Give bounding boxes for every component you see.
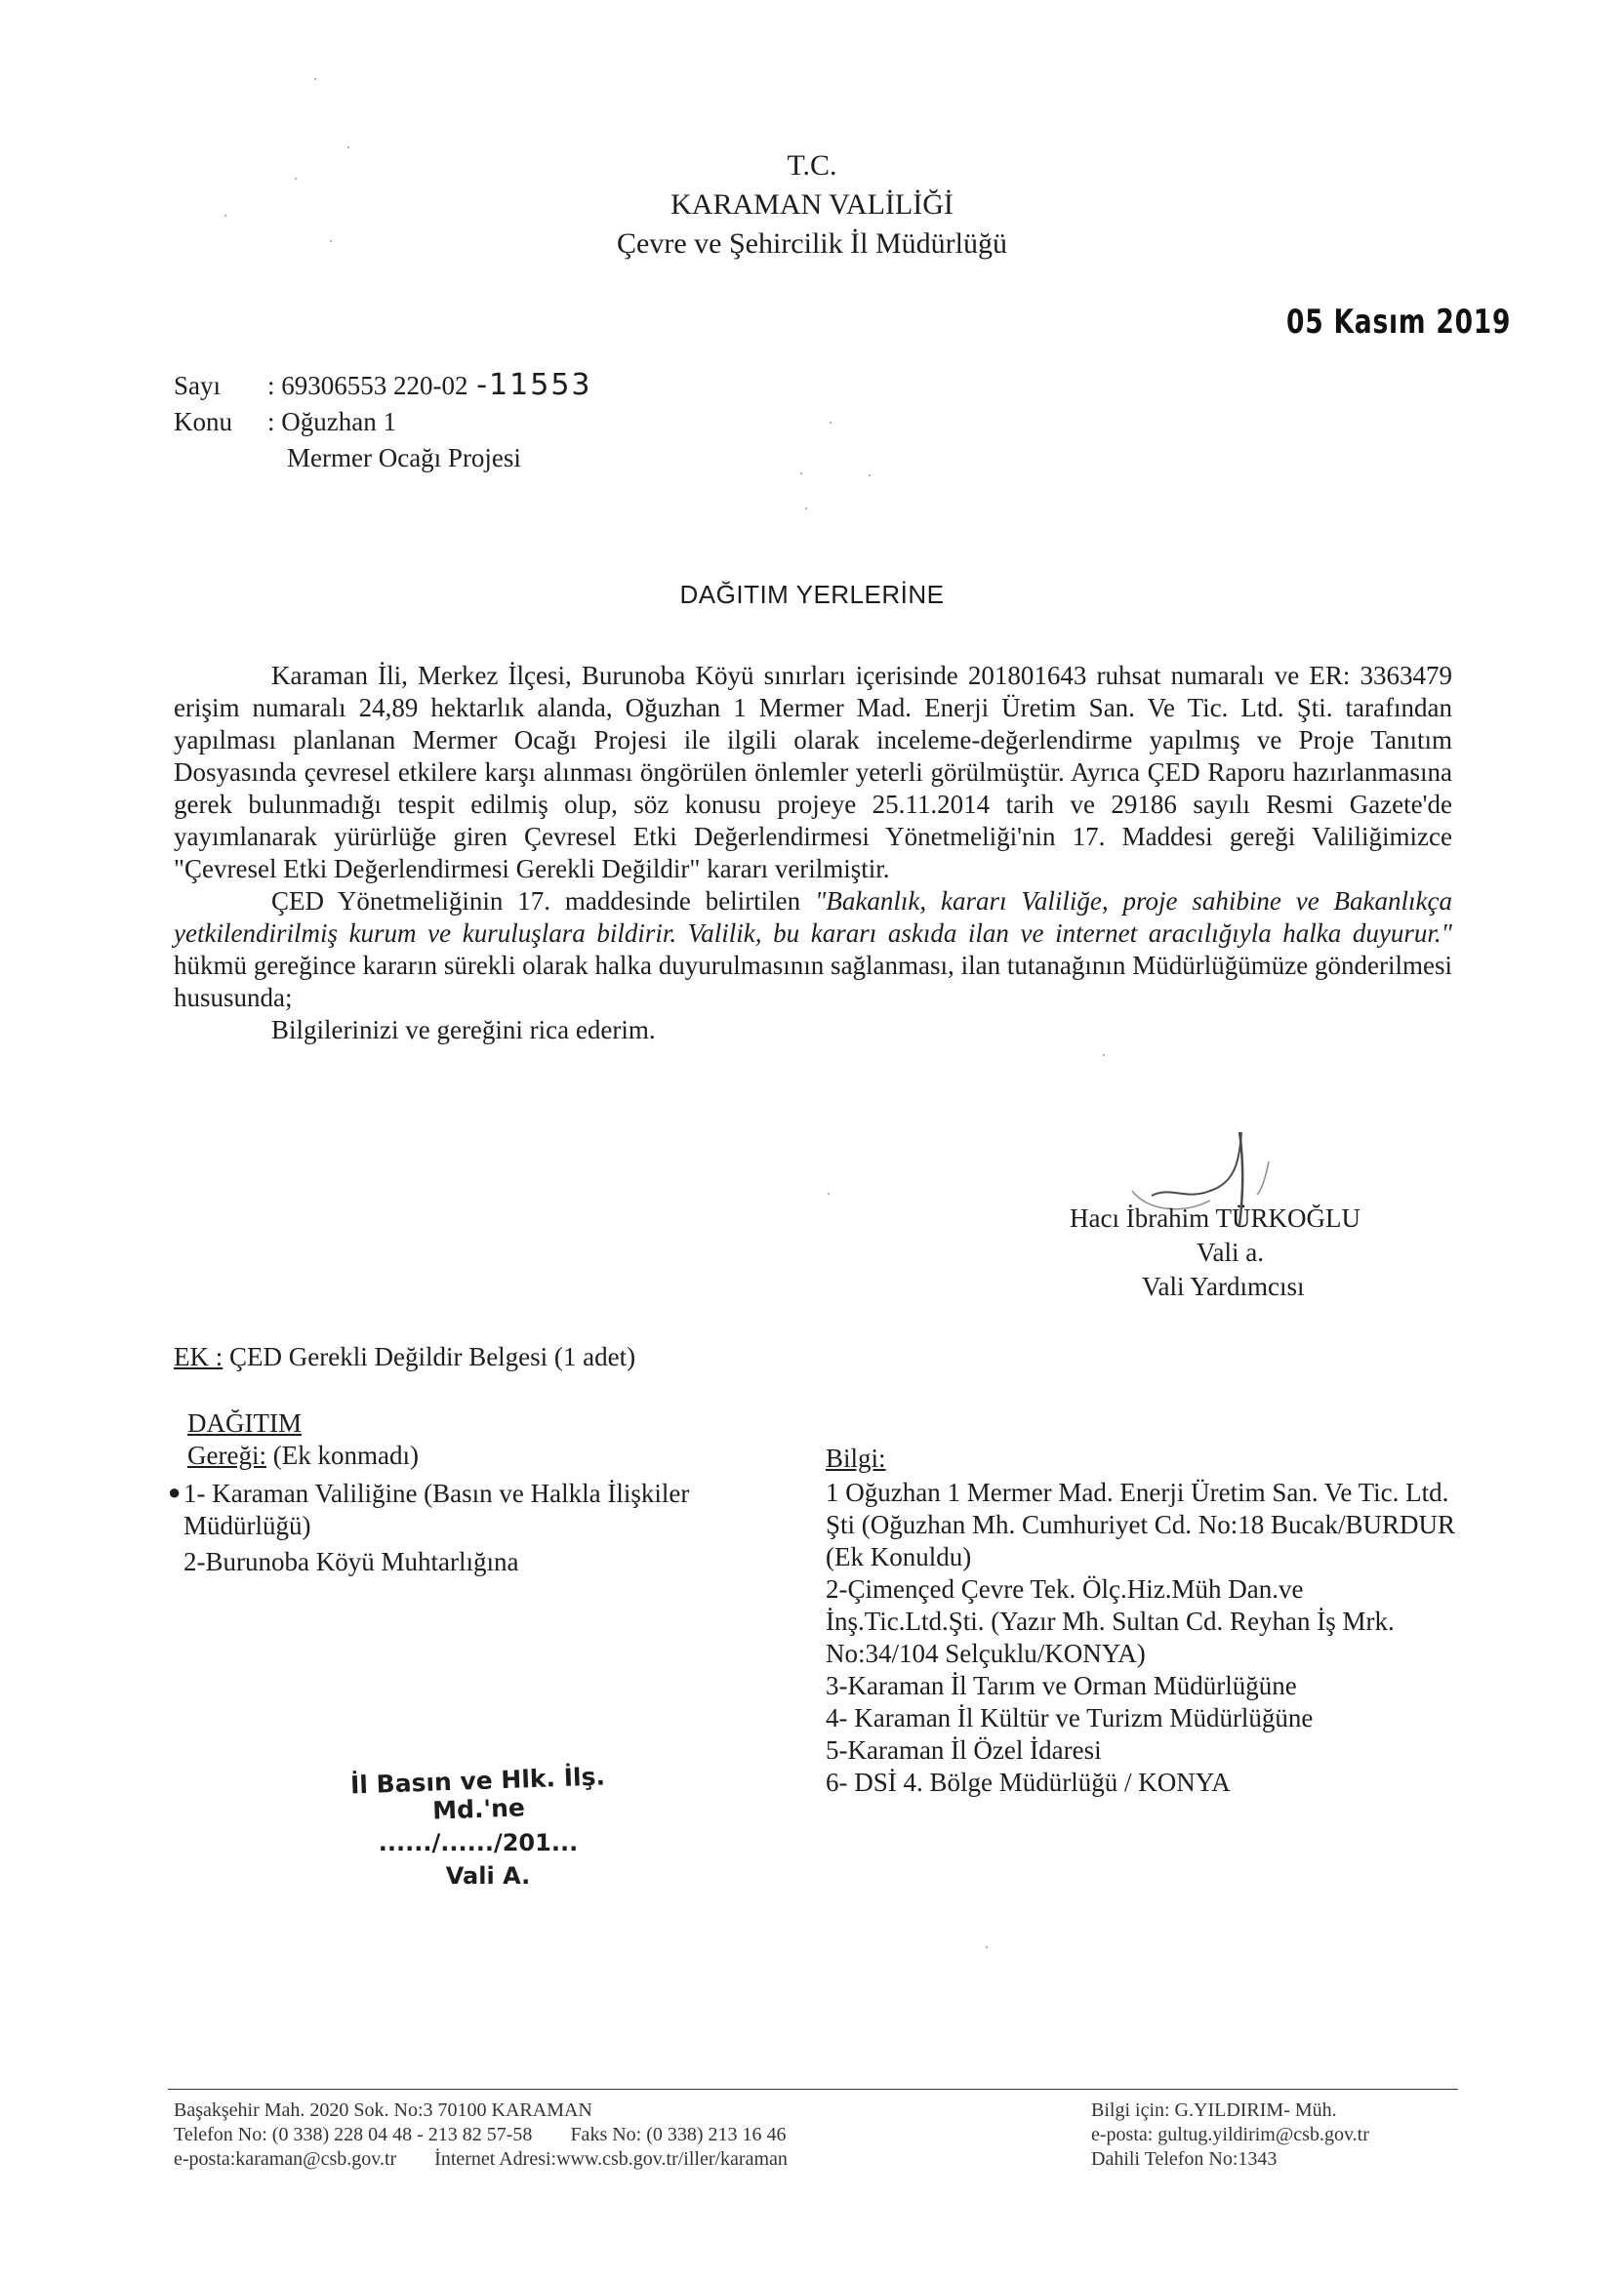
body-paragraph-1: Karaman İli, Merkez İlçesi, Burunoba Köyü sınırları içerisinde 201801643 ruhsat numaralı ve ER: 3363479 erişim numaralı 24,89 hektarlık alanda, Oğuzhan 1 Mermer Mad. Enerji Üretim San. Ve Tic. Ltd. Şti. tarafından yapılması planlanan Mermer Ocağı Projesi ile ilgili olarak inceleme-değerlendirme yapılmış ve Proje Tanıtım Dosyasında çevresel etkilere karşı alınması öngörülen önlemler yeterli görülmüştür. Ayrıca ÇED Raporu hazırlanmasına gerek bulunmadığı tespit edilmiş olup, söz konusu projeye 25.11.2014 tarih ve 29186 sayılı Resmi Gazete'de yayımlanarak yürürlüğe giren Çevresel Etki Değerlendirmesi Yönetmeliği'nin 17. Maddesi gereği Valiliğimizce "Çevresel Etki Değerlendirmesi Gerekli Değildir" kararı verilmiştir. [174,661,1452,883]
gerek-item-2: 2-Burunoba Köyü Muhtarlığına [183,1547,519,1576]
bilgi-item-4: 4- Karaman İl Kültür ve Turizm Müdürlüğüne [826,1703,1314,1732]
gerek-label: Gereği: [187,1441,266,1470]
sayi-handwritten: -11553 [476,368,592,402]
gerek-item-1-text: 1- Karaman Valiliğine (Basın ve Halkla İlişkiler Müdürlüğü) [183,1479,690,1540]
date-stamp: 05 Kasım 2019 [1286,303,1512,342]
body-paragraph-2 [174,885,1452,1014]
bilgi-item-1: 1 Oğuzhan 1 Mermer Mad. Enerji Üretim San. Ve Tic. Ltd. Şti (Oğuzhan Mh. Cumhuriyet Cd. No:18 Bucak/BURDUR (Ek Konuldu) [826,1478,1455,1571]
bilgi-label: Bilgi: [826,1444,886,1473]
signatory-title-2: Vali Yardımcısı [1142,1272,1305,1301]
recipient-heading: DAĞITIM YERLERİNE [679,580,945,609]
paragraph-2-rest: hükmü gereğince kararın sürekli olarak halka duyurulmasının sağlanması, ilan tutanağının Müdürlüğümüze gönderilmesi hususunda; [174,951,1452,1012]
konu-label: Konu [174,407,232,436]
bilgi-item-3: 3-Karaman İl Tarım ve Orman Müdürlüğüne [826,1671,1297,1700]
paragraph-2-intro: ÇED Yönetmeliğinin 17. maddesinde belirtilen [271,886,816,916]
konu-line2: Mermer Ocağı Projesi [287,443,521,472]
gerek-note: (Ek konmadı) [265,1441,419,1470]
attachment-text: ÇED Gerekli Değildir Belgesi (1 adet) [229,1342,636,1371]
regulation-quote: "Bakanlık, kararı Valiliğe, proje sahibine ve Bakanlıkça yetkilendirilmiş kurum ve kuruluşlara bildirir. Valilik, bu kararı askıda ilan ve internet aracılığıyla halka duyurur." [174,886,1452,948]
header-mudurluk: Çevre ve Şehircilik İl Müdürlüğü [617,227,1007,260]
header-valilik: KARAMAN VALİLİĞİ [670,188,954,221]
gerek-item-1 [168,1478,808,1542]
footer-info-email: e-posta: gultug.yildirim@csb.gov.tr [1091,2124,1369,2145]
header-tc: T.C. [787,149,837,182]
footer-info-contact: Bilgi için: G.YILDIRIM- Müh. [1091,2099,1337,2121]
signatory-name: Hacı İbrahim TÜRKOĞLU [1070,1203,1360,1233]
stamp-line-1: İl Basın ve Hlk. İlş. Md.'ne [349,1762,606,1825]
distribution-heading: DAĞITIM [187,1408,302,1438]
footer-address: Başakşehir Mah. 2020 Sok. No:3 70100 KARAMAN [174,2099,592,2121]
stamp-line-3: Vali A. [445,1862,531,1890]
signatory-title-1: Vali a. [1197,1238,1264,1267]
footer-phone: Telefon No: (0 338) 228 04 48 - 213 82 57-58 [174,2124,533,2145]
footer-info-phone: Dahili Telefon No:1343 [1091,2148,1278,2170]
basin-stamp [312,1762,644,1890]
bilgi-item-2: 2-Çimençed Çevre Tek. Ölç.Hiz.Müh Dan.ve İnş.Tic.Ltd.Şti. (Yazır Mh. Sultan Cd. Reyhan İş Mrk. No:34/104 Selçuklu/KONYA) [826,1574,1395,1668]
attachment-line [174,1341,635,1373]
bilgi-item-6: 6- DSİ 4. Bölge Müdürlüğü / KONYA [826,1768,1231,1797]
footer-email: e-posta:karaman@csb.gov.tr [174,2148,397,2170]
sayi-label: Sayı [174,371,222,400]
footer-fax: Faks No: (0 338) 213 16 46 [570,2124,787,2145]
attachment-label: EK : [174,1342,223,1371]
footer-divider [168,2089,1458,2090]
sayi-value: : 69306553 220-02 [267,371,468,400]
footer-web: İnternet Adresi:www.csb.gov.tr/iller/karaman [434,2148,788,2170]
stamp-line-2: ....../....../201... [378,1829,579,1856]
body-paragraph-3: Bilgilerinizi ve gereğini rica ederim. [271,1015,656,1044]
bilgi-item-5: 5-Karaman İl Özel İdaresi [826,1735,1102,1765]
bullet-mark: ● [168,1480,182,1504]
konu-line1: : Oğuzhan 1 [267,407,396,436]
